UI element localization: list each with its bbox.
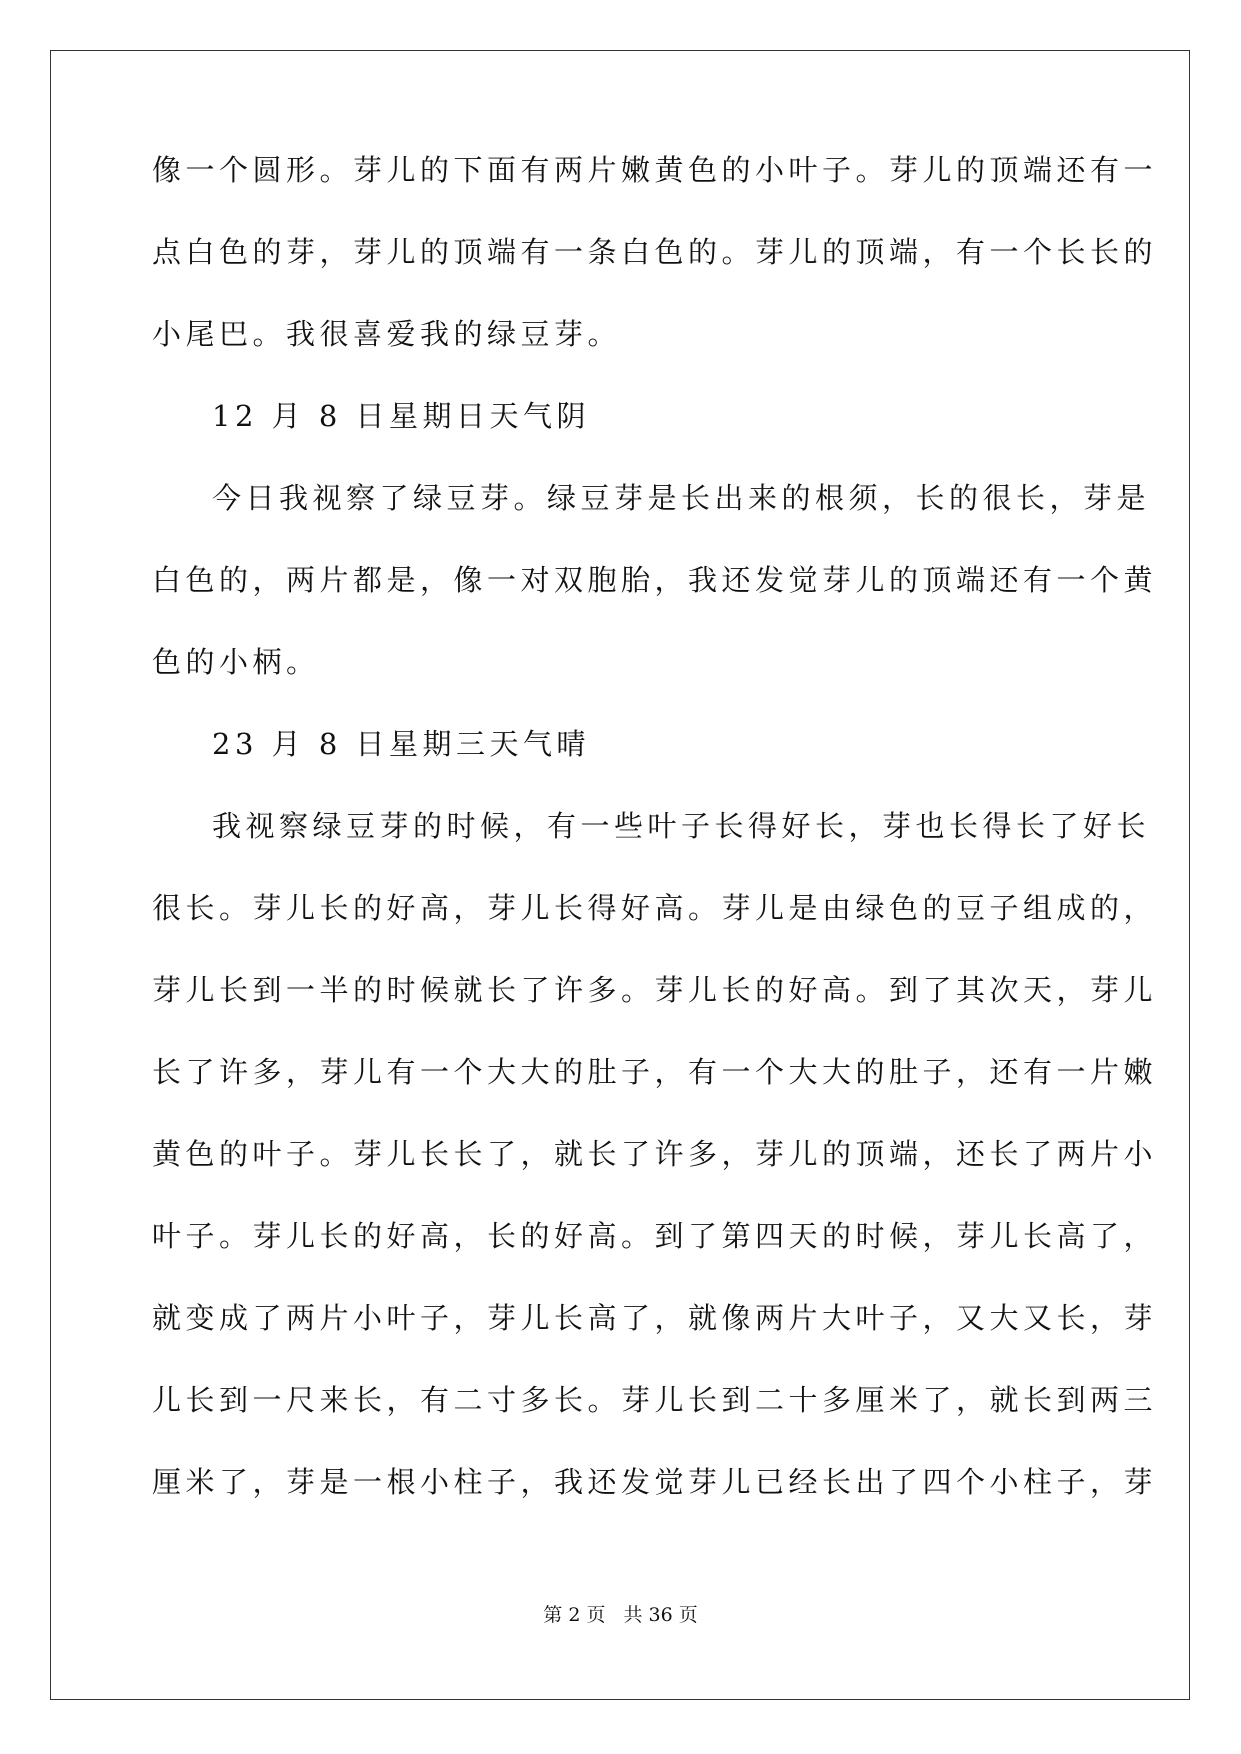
date-heading: 23 月 8 日星期三天气晴: [212, 727, 591, 761]
document-body: [152, 150, 1158, 1544]
text-line: 很长。芽儿长的好高，芽儿长得好高。芽儿是由绿色的豆子组成的，: [152, 891, 1158, 925]
text-line: 小尾巴。我很喜爱我的绿豆芽。: [152, 317, 622, 351]
text-line: 叶子。芽儿长的好高，长的好高。到了第四天的时候，芽儿长高了，: [152, 1219, 1158, 1253]
page-total: 共 36 页: [623, 1604, 698, 1626]
text-line: 我视察绿豆芽的时候，有一些叶子长得好长，芽也长得长了好长: [212, 809, 1151, 843]
text-line: 白色的，两片都是，像一对双胞胎，我还发觉芽儿的顶端还有一个黄: [152, 563, 1158, 597]
text-line: 点白色的芽，芽儿的顶端有一条白色的。芽儿的顶端，有一个长长的: [152, 235, 1158, 269]
date-heading: 12 月 8 日星期日天气阴: [212, 399, 591, 433]
text-line: 黄色的叶子。芽儿长长了，就长了许多，芽儿的顶端，还长了两片小: [152, 1137, 1158, 1171]
text-line: 儿长到一尺来长，有二寸多长。芽儿长到二十多厘米了，就长到两三: [152, 1383, 1158, 1417]
text-line: 今日我视察了绿豆芽。绿豆芽是长出来的根须，长的很长，芽是: [212, 481, 1151, 515]
text-line: 像一个圆形。芽儿的下面有两片嫩黄色的小叶子。芽儿的顶端还有一: [152, 153, 1158, 187]
text-line: 长了许多，芽儿有一个大大的肚子，有一个大大的肚子，还有一片嫩: [152, 1055, 1158, 1089]
text-line: 色的小柄。: [152, 645, 320, 679]
page-number: 第 2 页: [543, 1604, 606, 1626]
page-footer: [0, 1603, 1241, 1627]
text-line: 厘米了，芽是一根小柱子，我还发觉芽儿已经长出了四个小柱子，芽: [152, 1465, 1158, 1499]
text-line: 就变成了两片小叶子，芽儿长高了，就像两片大叶子，又大又长，芽: [152, 1301, 1158, 1335]
text-line: 芽儿长到一半的时候就长了许多。芽儿长的好高。到了其次天，芽儿: [152, 973, 1158, 1007]
